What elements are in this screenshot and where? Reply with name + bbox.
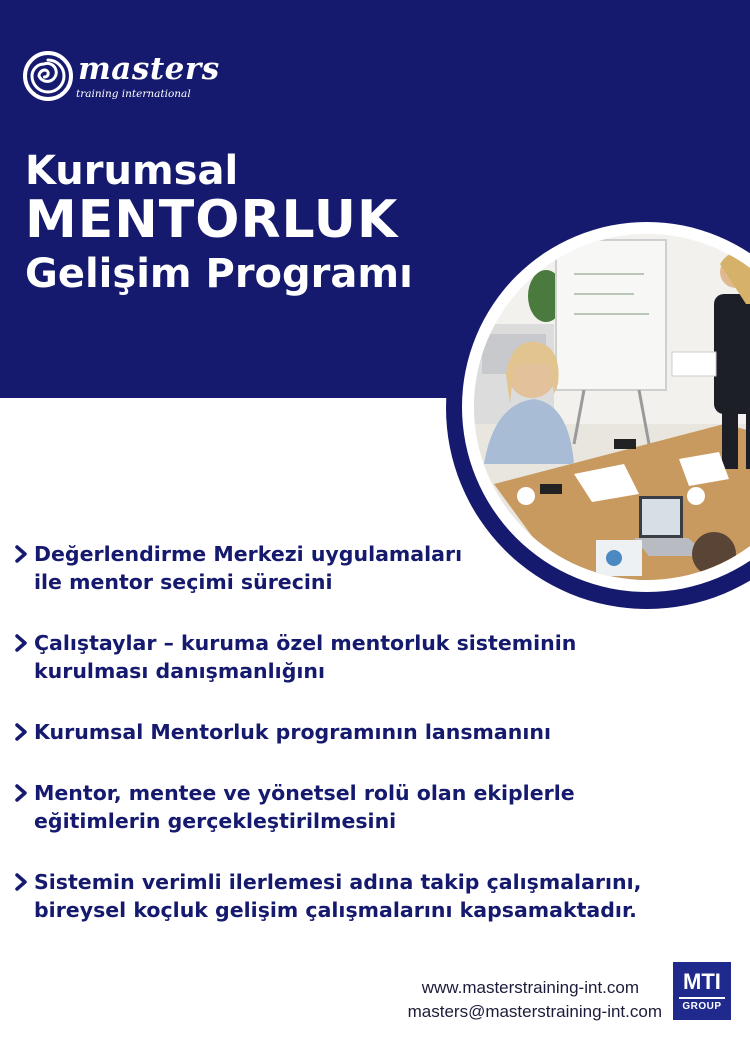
list-item-line: ile mentor seçimi sürecini: [34, 570, 333, 594]
title-line-2: MENTORLUK: [25, 190, 399, 250]
list-item: [14, 779, 734, 835]
list-item-line: Mentor, mentee ve yönetsel rolü olan ekiplerle: [34, 781, 575, 805]
list-item: [14, 540, 734, 596]
title-line-3: Gelişim Programı: [25, 251, 413, 297]
chevron-right-icon: [14, 721, 28, 743]
list-item-line: Kurumsal Mentorluk programının lansmanını: [34, 720, 551, 744]
list-item: [14, 718, 734, 746]
spiral-icon: [22, 50, 74, 102]
list-item-line: eğitimlerin gerçekleştirilmesini: [34, 809, 397, 833]
chevron-right-icon: [14, 632, 28, 654]
logo-tagline: training international: [76, 88, 191, 100]
website-link[interactable]: www.masterstraining-int.com: [421, 978, 639, 997]
list-item-line: kurulması danışmanlığını: [34, 659, 326, 683]
email-link[interactable]: masters@masterstraining-int.com: [407, 1002, 662, 1021]
list-item-line: Çalıştaylar – kuruma özel mentorluk sisteminin: [34, 631, 577, 655]
chevron-right-icon: [14, 543, 28, 565]
list-item-line: Değerlendirme Merkezi uygulamaları: [34, 542, 463, 566]
logo-wordmark: masters: [78, 51, 220, 87]
title-line-1: Kurumsal: [25, 148, 239, 194]
mti-group-badge: [673, 962, 731, 1020]
chevron-right-icon: [14, 782, 28, 804]
services-list: [14, 540, 734, 957]
badge-bottom-text: GROUP: [682, 1001, 722, 1012]
masters-logo: [22, 50, 222, 110]
badge-divider: [679, 997, 725, 999]
badge-top-text: MTI: [683, 969, 721, 994]
list-item-line: Sistemin verimli ilerlemesi adına takip çalışmalarını,: [34, 870, 642, 894]
list-item: [14, 868, 734, 924]
chevron-right-icon: [14, 871, 28, 893]
list-item: [14, 629, 734, 685]
list-item-line: bireysel koçluk gelişim çalışmalarını kapsamaktadır.: [34, 898, 637, 922]
